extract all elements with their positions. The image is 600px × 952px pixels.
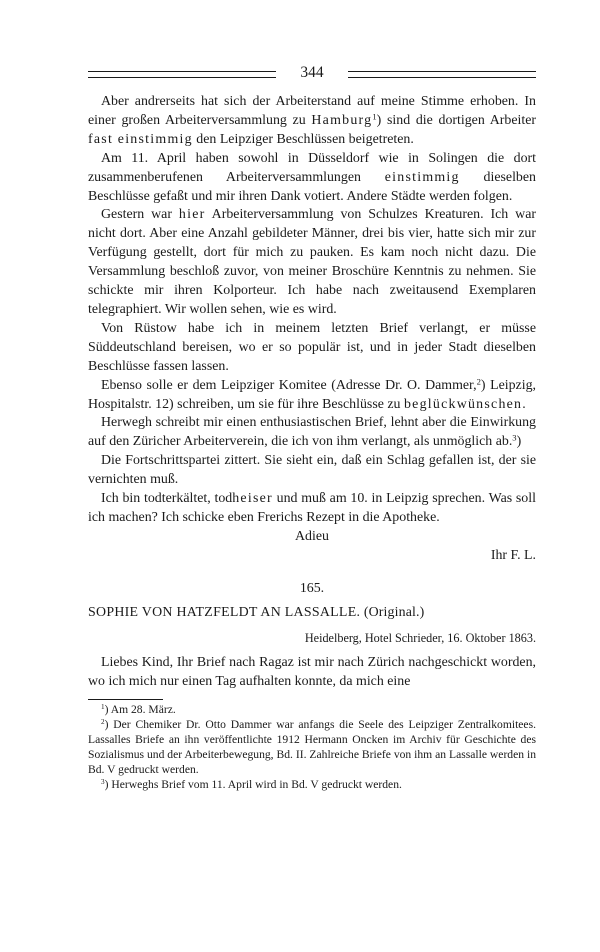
page-header xyxy=(88,62,536,88)
paragraph: Ebenso solle er dem Leipziger Komitee (Adresse Dr. O. Dammer,$^2$) Leipzig, Hospitalstr. 12) schreiben, um sie für ihre Beschlüsse zu beglückwünschen. xyxy=(88,375,536,412)
signature: Ihr F. L. xyxy=(490,547,536,563)
footnote-rule xyxy=(88,699,163,700)
footnote: $^2$) Der Chemiker Dr. Otto Dammer war anfangs die Seele des Leipziger Zentralkomitees. Lassalles Briefe an ihn veröffentlichte 1912 Hermann Oncken im Archiv für Geschichte des Sozialismus und der Arbeiterbewegung, Bd. II. Zahlreiche Briefe von ihm an Lassalle werden in Bd. V gedruckt werden. xyxy=(88,718,536,777)
footnote-ref: 2 xyxy=(476,375,481,386)
book-page xyxy=(88,62,536,793)
letter-title: SOPHIE VON HATZFELDT AN LASSALLE. xyxy=(88,604,361,620)
letter-heading xyxy=(88,604,536,622)
page-number: 344 xyxy=(300,64,324,81)
paragraph: Herwegh schreibt mir einen enthusiastischen Brief, lehnt aber die Einwirkung auf den Züricher Arbeiterverein, die ich von ihm verlangt, als unmöglich ab.$^3$) xyxy=(88,415,536,450)
paragraph: Von Rüstow habe ich in meinem letzten Brief verlangt, er müsse Süddeutschland bereisen, wo er so populär ist, und in jeder Stadt dieselben Beschlüsse fassen lassen. xyxy=(88,320,536,374)
paragraph: Am 11. April haben sowohl in Düsseldorf wie in Solingen die dort zusammenberufenen Arbeiterversammlungen einstimmig dieselben Beschlüsse gefaßt und mir ihren Dank votiert. Andere Städte werden folgen. xyxy=(88,150,536,204)
footnote-ref: 3 xyxy=(512,432,517,443)
paragraph: Ich bin todterkältet, todheiser und muß am 10. in Leipzig sprechen. Was soll ich machen? Ich schicke eben Frerichs Rezept in die Apotheke. xyxy=(88,491,536,525)
paragraph: Die Fortschrittspartei zittert. Sie sieht ein, daß ein Schlag gefallen ist, der sie vernichten muß. xyxy=(88,453,536,488)
footnote: $^3$) Herweghs Brief vom 11. April wird in Bd. V gedruckt werden. xyxy=(101,778,402,791)
letter-body xyxy=(88,654,536,692)
place-date: Heidelberg, Hotel Schrieder, 16. Oktober 1863. xyxy=(304,630,536,645)
paragraph: Aber andrerseits hat sich der Arbeiterstand auf meine Stimme erhoben. In einer großen Arbeiterversammlung zu Hamburg$^1$) sind die dortigen Arbeiter fast einstimmig den Leipziger Beschlüssen beigetreten. xyxy=(88,94,536,147)
footnote-ref: 1 xyxy=(372,111,377,122)
paragraph: Liebes Kind, Ihr Brief nach Ragaz ist mir nach Zürich nachgeschickt worden, wo ich mich nur einen Tag aufhalten konnte, da mich eine xyxy=(88,654,536,689)
letter-number: 165. xyxy=(299,580,325,596)
closing: Adieu xyxy=(295,528,329,544)
letter-source-note: (Original.) xyxy=(363,604,425,620)
letter-text xyxy=(88,93,536,566)
paragraph: Gestern war hier Arbeiterversammlung von Schulzes Kreaturen. Ich war nicht dort. Aber eine Anzahl gebildeter Männer, drei bis vier, hatte sich mir zur Verfügung gestellt, dort für mich zu pauken. Es kam noch nicht dazu. Die Versammlung beschloß zuvor, von meiner Broschüre Kenntnis zu nehmen. Sie schickte mir ihren Kolporteur. Ich habe nach zweitausend Exemplaren telegraphiert. Wir wollen sehen, wie es wird. xyxy=(88,207,536,317)
header-rule-right xyxy=(348,71,536,78)
footnotes xyxy=(88,703,536,792)
footnote: $^1$) Am 28. März. xyxy=(101,703,176,717)
